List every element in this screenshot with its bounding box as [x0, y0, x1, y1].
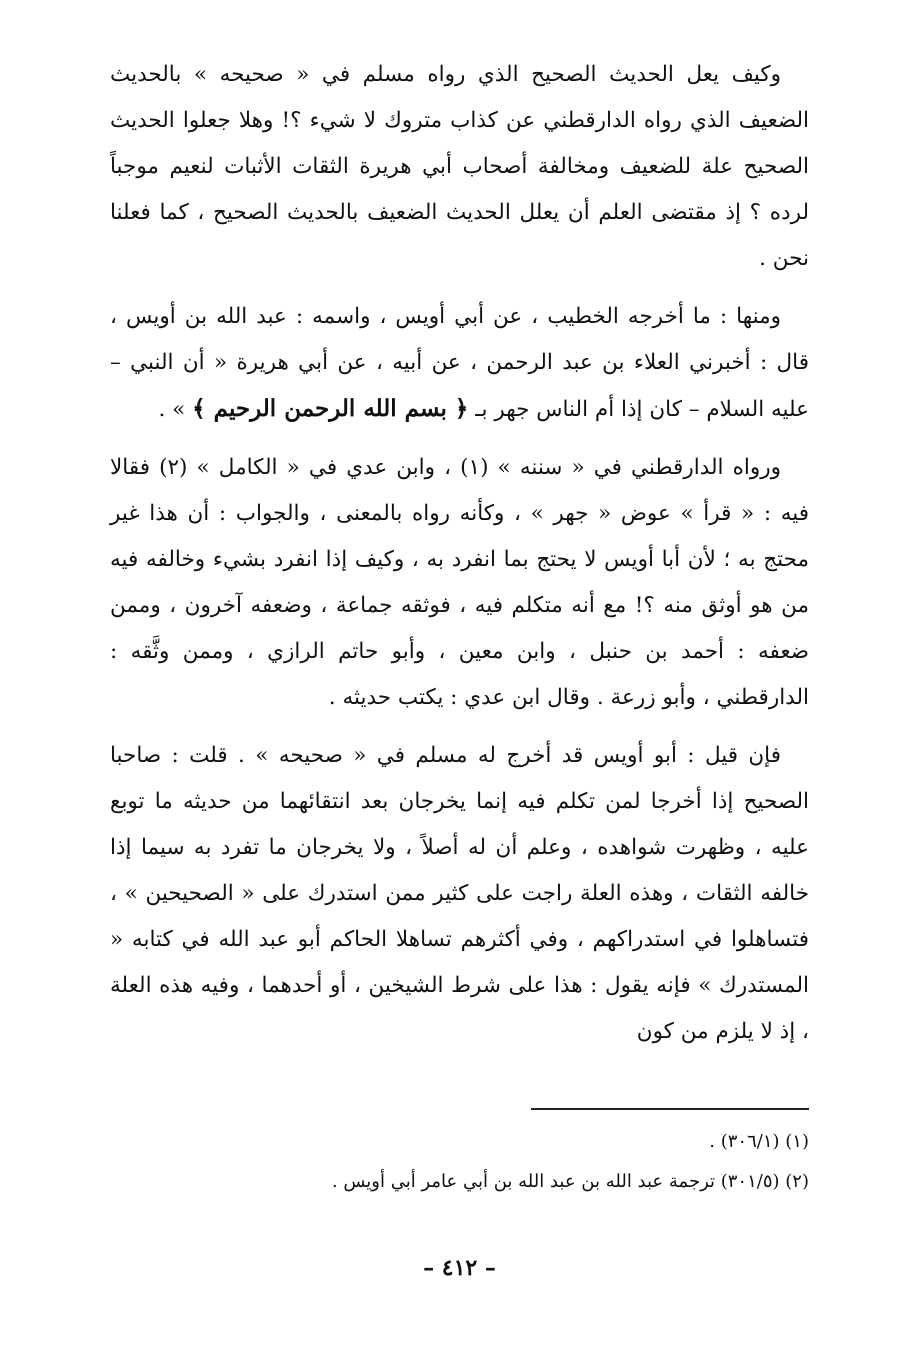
- paragraph-2: [110, 294, 809, 433]
- paragraph-1: وكيف يعل الحديث الصحيح الذي رواه مسلم في « صحيحه » بالحديث الضعيف الذي رواه الدارقطني عن كذاب متروك لا شيء ؟! وهلا جعلوا الحديث الصحيح علة للضعيف ومخالفة أصحاب أبي هريرة الثقات الأثبات لنعيم موجباً لرده ؟ إذ مقتضى العلم أن يعلل الحديث الضعيف بالحديث الصحيح ، كما فعلنا نحن .: [110, 62, 809, 271]
- paragraph-4: فإن قيل : أبو أويس قد أخرج له مسلم في « صحيحه » . قلت : صاحبا الصحيح إذا أخرجا لمن تكلم فيه إنما يخرجان بعد انتقائهما من حديثه ما توبع عليه ، وظهرت شواهده ، وعلم أن له أصلاً ، ولا يخرجان ما تفرد به سيما إذا خالفه الثقات ، وهذه العلة راجت على كثير ممن استدرك على « الصحيحين » ، فتساهلوا في استدراكهم ، وفي أكثرهم تساهلا الحاكم أبو عبد الله في كتابه « المستدرك » فإنه يقول : هذا على شرط الشيخين ، أو أحدهما ، وفيه هذه العلة ، إذ لا يلزم من كون: [110, 743, 809, 1044]
- basmala-quote: ﴿ بسم الله الرحمن الرحيم ﴾: [192, 395, 469, 422]
- footnote-divider: [531, 1108, 809, 1110]
- footnotes: [110, 1122, 809, 1202]
- page-number: – ٤١٢ –: [423, 1255, 496, 1281]
- paragraph-3: ورواه الدارقطني في « سننه » (١) ، وابن عدي في « الكامل » (٢) فقالا فيه : « قرأ » عوض « جهر » ، وكأنه رواه بالمعنى ، والجواب : أن هذا غير محتج به ؛ لأن أبا أويس لا يحتج بما انفرد به ، وكيف إذا انفرد بشيء وخالفه فيه من هو أوثق منه ؟! مع أنه متكلم فيه ، فوثقه جماعة ، وضعفه آخرون ، وممن ضعفه : أحمد بن حنبل ، وابن معين ، وأبو حاتم الرازي ، وممن وثَّقه : الدارقطني ، وأبو زرعة . وقال ابن عدي : يكتب حديثه .: [110, 455, 809, 710]
- paragraph-2-text: ومنها : ما أخرجه الخطيب ، عن أبي أويس ، واسمه : عبد الله بن أويس ، قال : أخبرني العلاء بن عبد الرحمن ، عن أبيه ، عن أبي هريرة « أن النبي – عليه السلام – كان إذا أم الناس جهر بـ: [110, 304, 809, 422]
- footnote-1: (١) (٣٠٦/١) .: [709, 1131, 809, 1152]
- paragraph-2-end: » .: [158, 397, 193, 422]
- footnote-2: (٢) (٣٠١/٥) ترجمة عبد الله بن عبد الله بن أبي عامر أبي أويس .: [331, 1171, 809, 1192]
- body-text: [110, 52, 809, 1067]
